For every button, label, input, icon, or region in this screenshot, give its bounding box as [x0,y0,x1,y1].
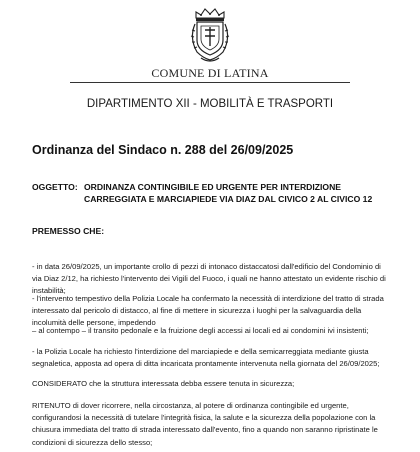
premise-paragraph: - in data 26/09/2025, un importante crollo di pezzi di intonaco distaccatosi dall'edificio del Condominio di via Diaz 2/12, ha richiesto l'intervento dei Vigili del Fuoco, i quali ne hanno attestato un evidente rischio di instabilità; [32,262,386,296]
premise-paragraph: – al contempo – il transito pedonale e la fruizione degli accessi ai locali ed ai condomini ivi insistenti; [32,326,369,335]
municipality-name: COMUNE DI LATINA [151,66,269,80]
premises-heading: PREMESSO CHE: [32,226,105,236]
header-divider [70,82,350,83]
department-name: DIPARTIMENTO XII - MOBILITÀ E TRASPORTI [86,98,334,110]
coat-of-arms-icon [187,6,233,64]
considerato-paragraph: CONSIDERATO che la struttura interessata debba essere tenuta in sicurezza; [32,379,295,388]
premise-paragraph: - la Polizia Locale ha richiesto l'interdizione del marciapiede e della semicarreggiata mediante giusta segnaletica, apposta ad opera di ditta incaricata prontamente intervenuta nella giornata del 26/09/2025; [32,347,380,369]
subject-label: OGGETTO: [32,182,78,192]
ordinance-title: Ordinanza del Sindaco n. 288 del 26/09/2025 [32,143,294,157]
ritenuto-paragraph: RITENUTO di dover ricorrere, nella circostanza, al potere di ordinanza contingibile ed urgente, configurandosi la necessità di tutelare l'integrità fisica, la salute e la sicurezza della popolazione con la chiusura immediata del tratto di strada interessato dall'evento, fino a quando non saranno ripristinate le condizioni di sicurezza dello stesso; [32,401,378,447]
premise-paragraph: - l'intervento tempestivo della Polizia Locale ha confermato la necessità di interdizione del tratto di strada interessato dal pericolo di distacco, al fine di mettere in sicurezza i luoghi per la salvaguardia della incolumità delle persone, impedendo [32,294,384,328]
subject-text: ORDINANZA CONTINGIBILE ED URGENTE PER INTERDIZIONE CARREGGIATA E MARCIAPIEDE VIA DIAZ DAL CIVICO 2 AL CIVICO 12 [84,182,373,204]
